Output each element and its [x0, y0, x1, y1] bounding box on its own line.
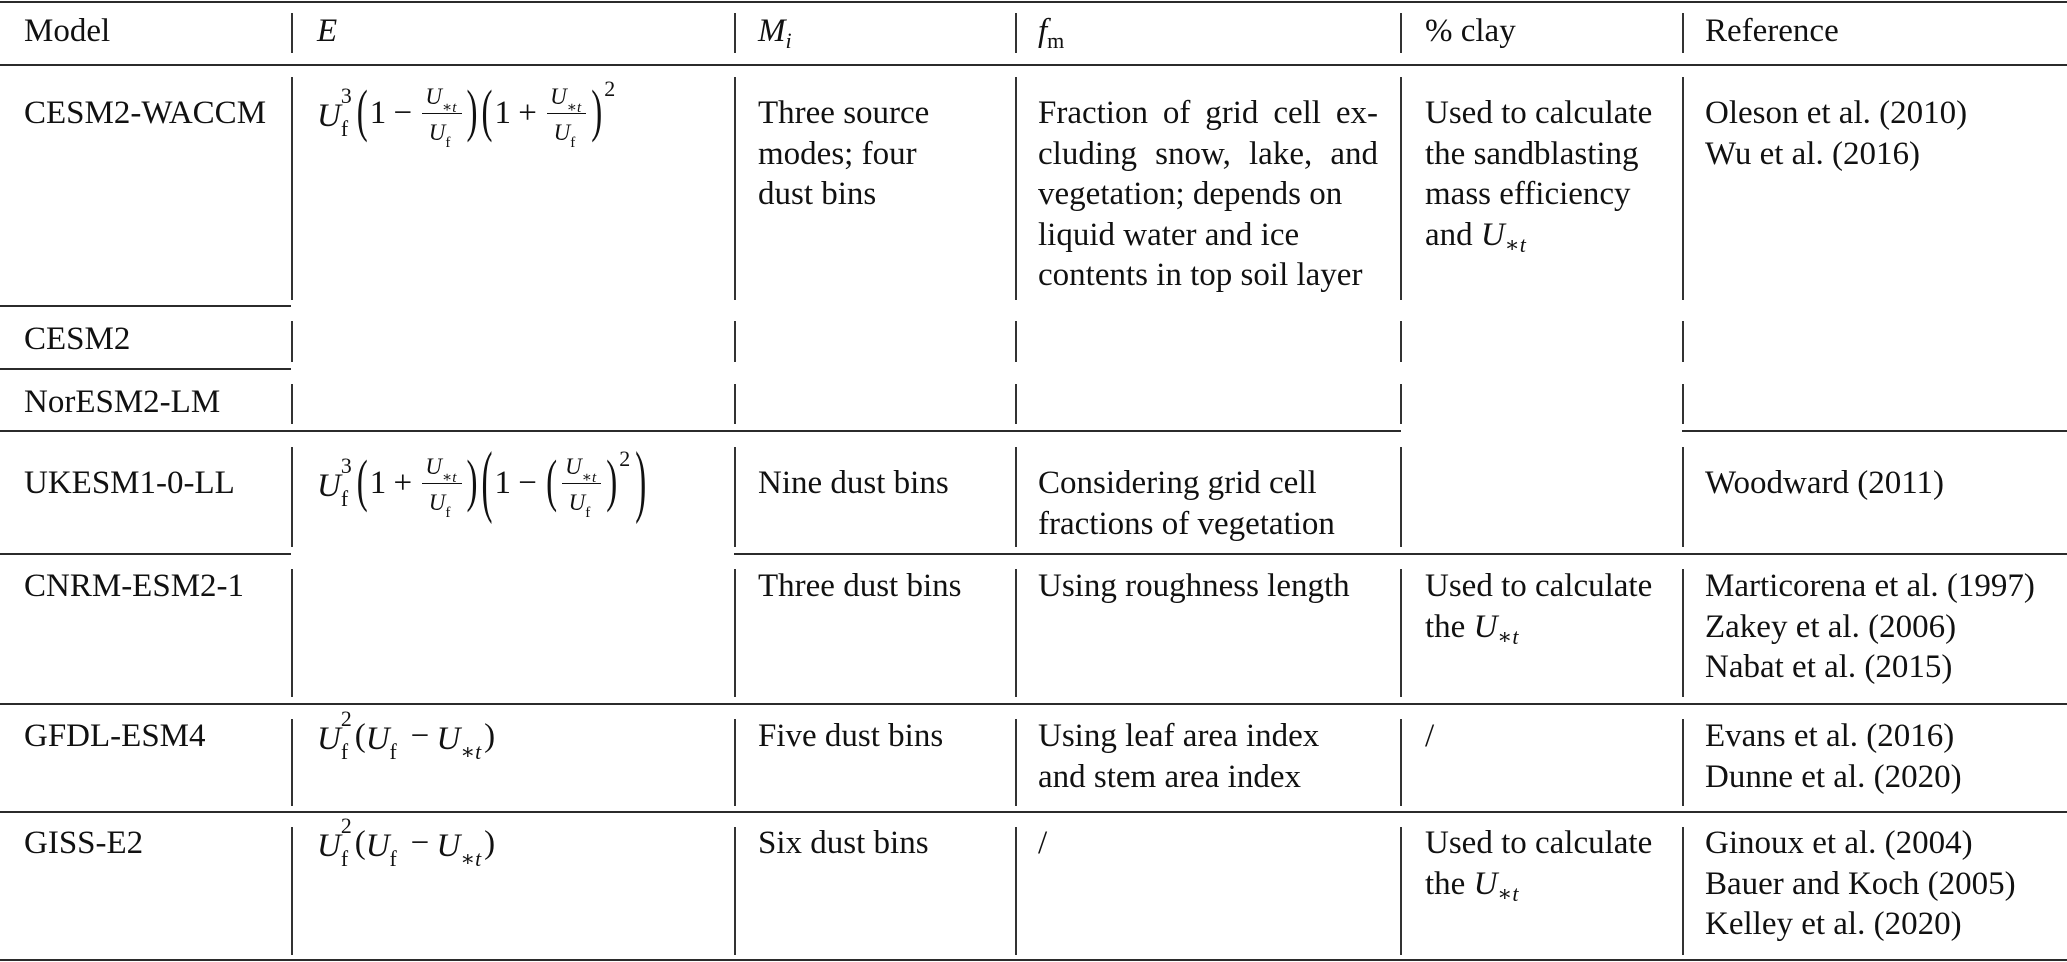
column-separator [1400, 569, 1402, 697]
symbol-base: U [550, 84, 567, 110]
script-stack [566, 81, 584, 116]
column-separator [1400, 384, 1402, 424]
fraction-numerator [547, 81, 586, 116]
subscript: ∗t [441, 468, 457, 486]
reference-cell [1705, 566, 2035, 688]
line-text: mass efficiency [1425, 176, 1631, 212]
model-cell [24, 716, 206, 757]
cell-line: Wu et al. (2016) [1705, 135, 1920, 172]
formula-paren-group [480, 437, 495, 526]
fraction-denominator [566, 484, 598, 521]
inline-math-subscript: ∗t [1504, 231, 1526, 257]
script-stack [389, 716, 404, 765]
column-separator [291, 77, 293, 300]
formula-fraction [547, 81, 586, 151]
column-separator [1682, 827, 1684, 955]
cell-line: Considering grid cell [1038, 465, 1317, 501]
subscript: f [340, 740, 349, 765]
horizontal-rule [0, 1, 2067, 3]
formula-symbol [428, 487, 455, 521]
symbol-base: U [428, 119, 446, 145]
script-stack [585, 487, 595, 521]
reference-cell [1705, 463, 1944, 504]
formula-number: 1 [494, 464, 511, 501]
formula-paren-group [633, 437, 648, 526]
cell-line [1425, 823, 1652, 864]
column-separator [1682, 569, 1684, 697]
header-fm [1038, 11, 1064, 62]
mi-cell [758, 566, 961, 607]
formula-paren: ( [354, 717, 366, 754]
formula-symbol [365, 716, 404, 765]
cell-line: Using leaf area index [1038, 718, 1320, 754]
header-model [24, 11, 110, 52]
column-separator [1682, 447, 1684, 547]
subscript: f [389, 847, 397, 872]
formula-paren-group [480, 80, 495, 144]
formula-paren: ) [466, 450, 478, 514]
column-separator [1400, 447, 1402, 547]
mi-cell [758, 93, 929, 215]
fm-cell [1038, 463, 1378, 544]
column-separator [1682, 77, 1684, 300]
column-separator [734, 13, 736, 53]
formula-paren-group [355, 450, 370, 514]
cell-line: Five dust bins [758, 718, 944, 754]
formula-paren: ( [354, 824, 366, 861]
cell-line [1425, 93, 1652, 134]
symbol-base: U [365, 828, 390, 864]
cell-line: Ginoux et al. (2004) [1705, 825, 1973, 861]
emission-formula [317, 75, 618, 151]
symbol-base: U [365, 721, 390, 757]
cell-line [1425, 716, 1434, 757]
model-name: NorESM2-LM [24, 384, 221, 420]
script-stack [389, 823, 404, 872]
formula-number: 1 [494, 94, 511, 131]
column-separator [291, 447, 293, 547]
script-stack [441, 451, 459, 486]
cell-line [1425, 134, 1652, 175]
horizontal-rule [0, 703, 2067, 705]
column-separator [1682, 13, 1684, 53]
header-reference [1705, 11, 1839, 52]
symbol-base: U [317, 468, 341, 504]
column-separator [1682, 384, 1684, 424]
cell-line: cluding snow, lake, and [1038, 135, 1378, 172]
script-stack [581, 451, 599, 486]
symbol-base: U [565, 454, 582, 480]
cell-line: liquid water and ice [1038, 216, 1300, 253]
paren-superscript: 2 [604, 75, 616, 101]
formula-paren: ) [484, 824, 496, 861]
column-separator [1400, 13, 1402, 53]
fm-cell [1038, 566, 1378, 607]
column-separator [1015, 77, 1017, 300]
inline-math-symbol: U [1473, 608, 1498, 645]
subscript: f [340, 847, 349, 872]
horizontal-rule [0, 553, 291, 555]
cell-line: contents in top soil layer [1038, 257, 1363, 293]
formula-operator: − [410, 824, 430, 861]
superscript: 3 [340, 84, 352, 109]
formula-operator: + [518, 94, 537, 131]
cell-line [1425, 864, 1652, 905]
formula-number: 1 [369, 94, 387, 131]
script-stack [441, 81, 459, 116]
formula-paren-group [604, 445, 631, 514]
formula-paren: ( [356, 450, 368, 514]
column-separator [1400, 77, 1402, 300]
symbol-base: U [553, 119, 571, 145]
cell-line [1425, 566, 1652, 607]
formula-symbol [425, 451, 458, 486]
cell-line: Woodward (2011) [1705, 465, 1944, 501]
formula-fraction [562, 451, 601, 521]
column-separator [1682, 719, 1684, 806]
formula-paren-group [544, 450, 559, 514]
horizontal-rule [0, 368, 291, 370]
cell-line [1425, 607, 1652, 648]
model-cell [24, 382, 220, 423]
cell-line [1425, 215, 1652, 256]
paren-superscript: 2 [619, 445, 631, 471]
formula-paren: ( [481, 80, 493, 144]
fm-cell [1038, 716, 1378, 797]
column-separator [291, 569, 293, 697]
model-cell [24, 93, 266, 134]
fm-cell [1038, 93, 1378, 296]
fm-cell [1038, 823, 1378, 864]
column-separator [734, 77, 736, 300]
column-separator [1682, 321, 1684, 362]
formula-number: 1 [369, 464, 387, 501]
mi-cell [758, 823, 929, 864]
formula-paren: ( [356, 80, 368, 144]
subscript: ∗t [460, 847, 482, 872]
subscript: f [445, 503, 451, 521]
formula-symbol [425, 81, 458, 116]
cell-line: Six dust bins [758, 825, 929, 861]
header-clay [1425, 11, 1516, 52]
cell-line: Three source [758, 95, 930, 131]
horizontal-rule [0, 64, 2067, 66]
cell-line: Zakey et al. (2006) [1705, 608, 1957, 645]
cell-line: Bauer and Koch (2005) [1705, 865, 2016, 902]
model-name: GISS-E2 [24, 825, 144, 861]
symbol-base: U [436, 721, 461, 757]
column-separator [734, 321, 736, 362]
inline-math-subscript: ∗t [1497, 880, 1519, 906]
script-stack [340, 707, 355, 765]
formula-operator: − [518, 464, 537, 501]
header-emission [317, 11, 337, 52]
formula-symbol [553, 117, 580, 151]
formula-paren: ( [546, 450, 558, 514]
script-stack [445, 487, 455, 521]
script-stack [460, 716, 484, 765]
script-stack [340, 84, 355, 142]
column-separator [1015, 321, 1017, 362]
superscript: 2 [340, 707, 352, 732]
formula-fraction [422, 451, 461, 521]
formula-operator: − [410, 717, 430, 754]
formula-paren-group [465, 80, 480, 144]
formula-symbol [317, 707, 355, 765]
subscript: f [340, 117, 349, 142]
subscript: f [389, 740, 397, 765]
column-separator [734, 827, 736, 955]
column-separator [1015, 719, 1017, 806]
formula-paren: ( [481, 437, 493, 526]
symbol-base: U [317, 828, 341, 864]
column-separator [1400, 827, 1402, 955]
header-mi [758, 11, 792, 62]
superscript: 2 [340, 814, 352, 839]
reference-cell [1705, 93, 1967, 174]
column-separator [1400, 719, 1402, 806]
subscript: f [585, 503, 591, 521]
formula-paren-group [589, 75, 616, 144]
emission-formula [317, 701, 495, 771]
column-separator [291, 719, 293, 806]
horizontal-rule [1682, 430, 2067, 432]
cell-line: vegetation; depends on [1038, 176, 1343, 212]
column-separator [1400, 321, 1402, 362]
formula-paren: ) [635, 437, 647, 526]
model-cell [24, 463, 235, 504]
reference-cell [1705, 716, 1962, 797]
model-name: CESM2-WACCM [24, 95, 267, 131]
fraction-numerator [422, 451, 461, 486]
column-separator [1015, 569, 1017, 697]
line-text: the sandblasting [1425, 135, 1639, 172]
formula-paren-group [465, 450, 480, 514]
header-label: f [1038, 13, 1048, 49]
column-separator [1015, 384, 1017, 424]
line-text: Used to calculate [1425, 568, 1653, 604]
clay-cell [1425, 93, 1652, 255]
subscript: f [445, 133, 451, 151]
column-separator [734, 384, 736, 424]
cell-line: modes; four [758, 135, 917, 172]
mi-cell [758, 463, 949, 504]
column-separator [734, 569, 736, 697]
formula-symbol [317, 814, 355, 872]
horizontal-rule [0, 305, 291, 307]
clay-cell [1425, 823, 1652, 904]
emission-formula [317, 437, 648, 526]
cell-line: Oleson et al. (2010) [1705, 95, 1968, 131]
formula-paren: ) [591, 80, 603, 144]
inline-math-symbol: U [1473, 865, 1498, 902]
formula-symbol [317, 454, 355, 512]
column-separator [734, 447, 736, 547]
cell-line: Dunne et al. (2020) [1705, 758, 1962, 795]
cell-line: Kelley et al. (2020) [1705, 906, 1962, 942]
formula-operator: + [393, 464, 413, 501]
subscript: ∗t [460, 740, 482, 765]
formula-paren: ) [606, 450, 618, 514]
clay-cell [1425, 716, 1434, 757]
column-separator [291, 321, 293, 362]
fraction-denominator [426, 114, 458, 151]
cell-line: dust bins [758, 176, 877, 212]
formula-symbol [436, 716, 485, 765]
header-label: M [758, 13, 786, 49]
column-separator [734, 719, 736, 806]
cell-line: Nabat et al. (2015) [1705, 649, 1953, 685]
emission-formula [317, 808, 495, 878]
model-name: UKESM1-0-LL [24, 465, 235, 501]
column-separator [1015, 827, 1017, 955]
script-stack [340, 814, 355, 872]
header-subscript: i [785, 28, 792, 53]
subscript: f [340, 487, 349, 512]
cell-line: / [1038, 825, 1048, 861]
formula-paren: ) [466, 80, 478, 144]
symbol-base: U [428, 489, 446, 515]
inline-math-symbol: U [1480, 216, 1505, 253]
model-name: CNRM-ESM2-1 [24, 568, 245, 604]
subscript: ∗t [441, 98, 457, 116]
cell-line: Marticorena et al. (1997) [1705, 568, 2035, 604]
fraction-numerator [422, 81, 461, 116]
fraction-denominator [426, 484, 458, 521]
cell-line: Nine dust bins [758, 465, 949, 501]
cell-line: Evans et al. (2016) [1705, 718, 1955, 754]
formula-symbol [565, 451, 598, 486]
model-name: GFDL-ESM4 [24, 718, 206, 754]
symbol-base: U [425, 84, 442, 110]
header-subscript: m [1047, 28, 1065, 53]
header-label: % clay [1425, 13, 1516, 49]
formula-paren: ) [484, 717, 496, 754]
formula-operator: − [393, 94, 413, 131]
header-label: E [317, 13, 338, 49]
fraction-denominator [551, 114, 583, 151]
formula-symbol [317, 84, 355, 142]
script-stack [445, 117, 455, 151]
cell-line: and stem area index [1038, 758, 1301, 795]
horizontal-rule [0, 811, 2067, 813]
reference-cell [1705, 823, 2016, 945]
model-name: CESM2 [24, 321, 131, 357]
fraction-numerator [562, 451, 601, 486]
horizontal-rule [0, 430, 1401, 432]
cell-line: Three dust bins [758, 568, 962, 604]
mi-cell [758, 716, 943, 757]
formula-fraction [422, 81, 461, 151]
superscript: 3 [340, 454, 352, 479]
cell-line: Fraction of grid cell ex- [1038, 95, 1378, 131]
formula-symbol [568, 487, 595, 521]
formula-symbol [436, 823, 485, 872]
script-stack [340, 454, 355, 512]
model-cell [24, 566, 244, 607]
symbol-base: U [317, 98, 341, 134]
line-text: the [1425, 865, 1474, 902]
model-cell [24, 823, 143, 864]
column-separator [1015, 447, 1017, 547]
line-text: the [1425, 608, 1474, 645]
header-label: Model [24, 13, 111, 49]
inline-math-subscript: ∗t [1497, 623, 1519, 649]
header-label: Reference [1705, 13, 1839, 49]
horizontal-rule [734, 553, 2067, 555]
column-separator [291, 384, 293, 424]
column-separator [1015, 13, 1017, 53]
symbol-base: U [317, 721, 341, 757]
script-stack [570, 117, 580, 151]
formula-symbol [365, 823, 404, 872]
model-cell [24, 319, 130, 360]
line-text: / [1425, 718, 1435, 754]
symbol-base: U [436, 828, 461, 864]
subscript: f [570, 133, 576, 151]
formula-paren-group [355, 80, 370, 144]
script-stack [460, 823, 484, 872]
symbol-base: U [568, 489, 586, 515]
line-text: Used to calculate [1425, 825, 1653, 861]
clay-cell [1425, 566, 1652, 647]
cell-line: fractions of vegetation [1038, 505, 1335, 542]
horizontal-rule [0, 959, 2067, 961]
column-separator [291, 13, 293, 53]
subscript: ∗t [566, 98, 582, 116]
line-text: Used to calculate [1425, 95, 1653, 131]
line-text: and [1425, 216, 1481, 253]
column-separator [291, 827, 293, 955]
cell-line [1425, 174, 1652, 215]
cell-line: Using roughness length [1038, 568, 1350, 604]
formula-symbol [550, 81, 583, 116]
formula-symbol [428, 117, 455, 151]
subscript: ∗t [581, 468, 597, 486]
symbol-base: U [425, 454, 442, 480]
